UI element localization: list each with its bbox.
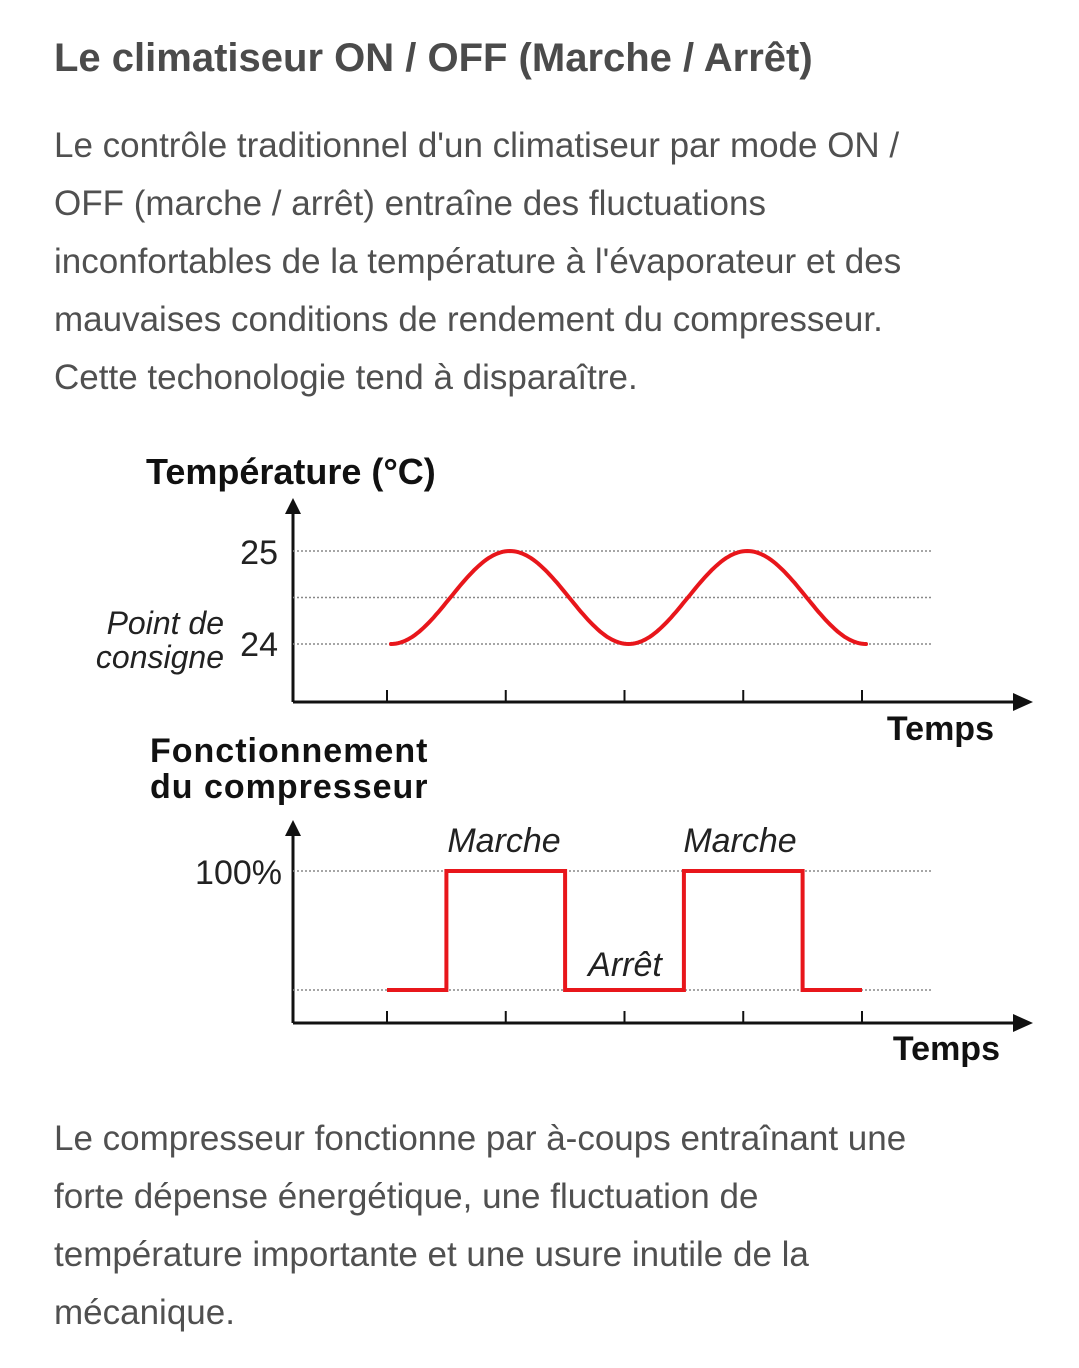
- conclusion-paragraph: [54, 1110, 1044, 1342]
- comp-x-arrow: [1013, 1014, 1033, 1032]
- temp-x-ticks: [387, 690, 862, 702]
- compressor-axis-title-line2: du compresseur: [150, 768, 429, 806]
- conclusion-line: mécanique.: [54, 1293, 235, 1332]
- on-off-diagram: [0, 440, 1079, 1080]
- conclusion-line: Le compresseur fonctionne par à-coups entraînant une: [54, 1119, 907, 1158]
- page-heading: Le climatiseur ON / OFF (Marche / Arrêt): [54, 36, 813, 80]
- comp-y-arrow: [285, 820, 301, 836]
- annotation-arret: Arrêt: [588, 946, 662, 984]
- conclusion-line: forte dépense énergétique, une fluctuation de: [54, 1177, 759, 1216]
- intro-line: inconfortables de la température à l'évaporateur et des: [54, 242, 902, 281]
- temp-tick-24: 24: [240, 626, 278, 664]
- temp-tick-25: 25: [240, 534, 278, 572]
- intro-line: Le contrôle traditionnel d'un climatiseur par mode ON /: [54, 126, 900, 165]
- intro-paragraph: [54, 117, 1044, 407]
- temp-y-arrow: [285, 498, 301, 514]
- intro-line: mauvaises conditions de rendement du compresseur.: [54, 300, 883, 339]
- setpoint-label-line2: consigne: [95, 639, 224, 675]
- conclusion-line: température importante et une usure inutile de la: [54, 1235, 809, 1274]
- intro-line: Cette techonologie tend à disparaître.: [54, 358, 638, 397]
- setpoint-label-line1: Point de: [106, 605, 224, 641]
- annotation-marche-1: Marche: [447, 822, 561, 860]
- comp-tick-100: 100%: [195, 854, 282, 892]
- compressor-axis-title-line1: Fonctionnement: [150, 732, 429, 770]
- temp-x-arrow: [1013, 693, 1033, 711]
- comp-x-ticks: [387, 1011, 862, 1023]
- temp-x-label: Temps: [886, 710, 994, 748]
- comp-x-label: Temps: [892, 1030, 1000, 1068]
- intro-line: OFF (marche / arrêt) entraîne des fluctuations: [54, 184, 766, 223]
- annotation-marche-2: Marche: [683, 822, 797, 860]
- temp-axis-title: Température (°C): [146, 451, 436, 492]
